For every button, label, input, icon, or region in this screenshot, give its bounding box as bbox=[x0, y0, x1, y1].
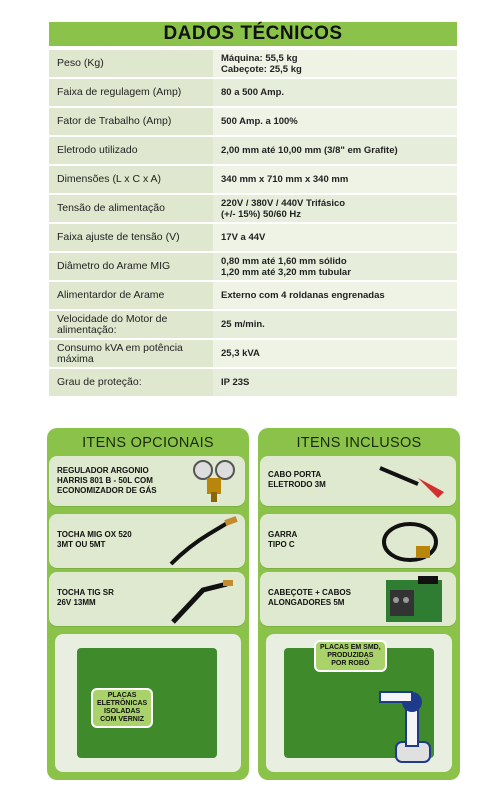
spec-row bbox=[49, 340, 457, 367]
spec-value-line: 17V a 44V bbox=[221, 232, 266, 243]
spec-table bbox=[49, 48, 457, 398]
spec-value-line: 25,3 kVA bbox=[221, 348, 260, 359]
spec-value bbox=[213, 224, 457, 251]
spec-value bbox=[213, 166, 457, 193]
feature-badge-smd: PLACAS EM SMD, PRODUZIDAS POR ROBÔ bbox=[314, 640, 387, 672]
spec-value-line: Externo com 4 roldanas engrenadas bbox=[221, 290, 385, 301]
included-items-title: ITENS INCLUSOS bbox=[296, 435, 422, 451]
spec-value-line: IP 23S bbox=[221, 377, 250, 388]
spec-value-line: 25 m/min. bbox=[221, 319, 265, 330]
spec-row bbox=[49, 195, 457, 222]
spec-label: Velocidade do Motor de alimentação: bbox=[49, 311, 213, 338]
spec-value bbox=[213, 282, 457, 309]
spec-value-line: (+/- 15%) 50/60 Hz bbox=[221, 208, 301, 220]
ground-clamp-icon bbox=[378, 516, 448, 566]
spec-value-line: 0,80 mm até 1,60 mm sólido bbox=[221, 255, 347, 267]
spec-label: Fator de Trabalho (Amp) bbox=[49, 108, 213, 135]
spec-value bbox=[213, 195, 457, 222]
spec-value bbox=[213, 253, 457, 280]
spec-label: Faixa de regulagem (Amp) bbox=[49, 79, 213, 106]
electrode-holder-icon bbox=[378, 458, 448, 504]
included-item-clamp: GARRA TIPO C bbox=[260, 514, 456, 568]
spec-label: Alimentardor de Arame bbox=[49, 282, 213, 309]
optional-item-mig-torch: TOCHA MIG OX 520 3MT OU 5MT bbox=[49, 514, 245, 568]
feature-badge-varnish: PLACAS ELETRÔNICAS ISOLADAS COM VERNIZ bbox=[91, 688, 153, 728]
spec-label: Diâmetro do Arame MIG bbox=[49, 253, 213, 280]
included-feature-card bbox=[266, 634, 452, 772]
spec-value bbox=[213, 108, 457, 135]
included-item-feeder: CABEÇOTE + CABOS ALONGADORES 5M bbox=[260, 572, 456, 626]
mig-torch-icon bbox=[169, 516, 239, 566]
spec-row bbox=[49, 166, 457, 193]
spec-label: Peso (Kg) bbox=[49, 50, 213, 77]
spec-value bbox=[213, 50, 457, 77]
spec-value-line: 1,20 mm até 3,20 mm tubular bbox=[221, 266, 351, 278]
spec-value bbox=[213, 369, 457, 396]
spec-label: Eletrodo utilizado bbox=[49, 137, 213, 164]
spec-value-line: Cabeçote: 25,5 kg bbox=[221, 63, 302, 75]
spec-value bbox=[213, 340, 457, 367]
spec-label: Dimensões (L x C x A) bbox=[49, 166, 213, 193]
spec-value bbox=[213, 79, 457, 106]
page-title: DADOS TÉCNICOS bbox=[49, 22, 457, 46]
optional-feature-card bbox=[55, 634, 241, 772]
spec-value-line: 80 a 500 Amp. bbox=[221, 87, 285, 98]
spec-value bbox=[213, 311, 457, 338]
spec-value-line: 220V / 380V / 440V Trifásico bbox=[221, 197, 346, 209]
tig-torch-icon bbox=[167, 574, 237, 624]
spec-label: Faixa ajuste de tensão (V) bbox=[49, 224, 213, 251]
spec-row bbox=[49, 253, 457, 280]
spec-row bbox=[49, 137, 457, 164]
included-item-electrode-cable: CABO PORTA ELETRODO 3M bbox=[260, 456, 456, 506]
optional-item-tig-torch: TOCHA TIG SR 26V 13MM bbox=[49, 572, 245, 626]
spec-row bbox=[49, 311, 457, 338]
spec-value-line: 2,00 mm até 10,00 mm (3/8" em Grafite) bbox=[221, 145, 398, 156]
spec-label: Consumo kVA em potência máxima bbox=[49, 340, 213, 367]
spec-row bbox=[49, 224, 457, 251]
spec-row bbox=[49, 50, 457, 77]
spec-row bbox=[49, 369, 457, 396]
optional-item-regulator: REGULADOR ARGONIO HARRIS 801 B - 50L COM ECONOMIZADOR DE GÁS bbox=[49, 456, 245, 506]
spec-row bbox=[49, 79, 457, 106]
spec-label: Tensão de alimentação bbox=[49, 195, 213, 222]
spec-value bbox=[213, 137, 457, 164]
optional-items-title: ITENS OPCIONAIS bbox=[82, 435, 214, 451]
spec-value-line: 340 mm x 710 mm x 340 mm bbox=[221, 174, 349, 185]
spec-row bbox=[49, 108, 457, 135]
robot-arm-icon bbox=[376, 672, 446, 768]
wire-feeder-icon bbox=[384, 574, 448, 624]
spec-value-line: 500 Amp. a 100% bbox=[221, 116, 298, 127]
spec-row bbox=[49, 282, 457, 309]
spec-label: Grau de proteção: bbox=[49, 369, 213, 396]
spec-value-line: Máquina: 55,5 kg bbox=[221, 52, 298, 64]
gas-regulator-icon bbox=[189, 458, 239, 504]
